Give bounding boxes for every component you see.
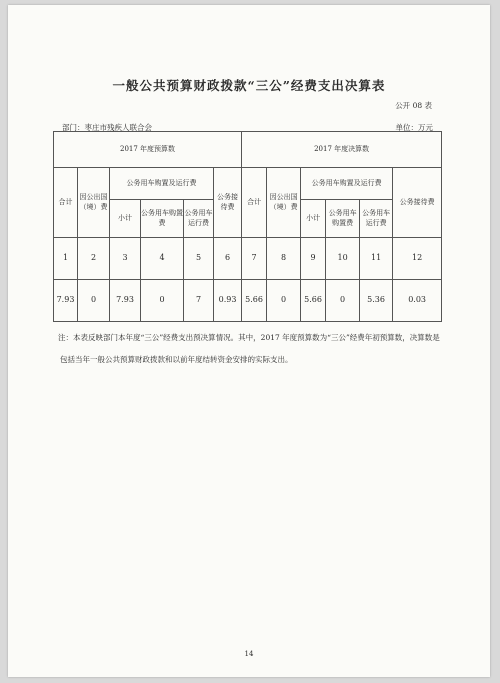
col-number: 12 bbox=[393, 238, 442, 280]
final-reception-header: 公务接待费 bbox=[393, 168, 442, 238]
col-number: 9 bbox=[301, 238, 326, 280]
value-cell: 7.93 bbox=[54, 280, 78, 322]
budget-header: 2017 年度预算数 bbox=[54, 132, 242, 168]
table-note: 注：本表反映部门本年度“三公”经费支出预决算情况。其中，2017 年度预算数为“三公”经费年初预算数，决算数是包括当年一般公共预算财政拨款和以前年度结转资金安排的实际支出。 bbox=[58, 333, 440, 364]
value-cell: 0.93 bbox=[214, 280, 242, 322]
value-cell: 5.66 bbox=[301, 280, 326, 322]
col-number: 2 bbox=[78, 238, 110, 280]
final-vehicle-group-header: 公务用车购置及运行费 bbox=[301, 168, 393, 200]
col-number: 8 bbox=[267, 238, 301, 280]
value-cell: 7.93 bbox=[110, 280, 141, 322]
budget-abroad-header: 因公出国（境）费 bbox=[78, 168, 110, 238]
budget-total-header: 合计 bbox=[54, 168, 78, 238]
value-cell: 0 bbox=[141, 280, 184, 322]
final-total-header: 合计 bbox=[242, 168, 267, 238]
final-subtotal-header: 小计 bbox=[301, 200, 326, 238]
form-code: 公开 08 表 bbox=[395, 101, 432, 110]
unit-label: 单位：万元 bbox=[395, 123, 433, 132]
budget-reception-header: 公务接待费 bbox=[214, 168, 242, 238]
final-header: 2017 年度决算数 bbox=[242, 132, 442, 168]
budget-vehicle-operation-header: 公务用车运行费 bbox=[184, 200, 214, 238]
budget-vehicle-group-header: 公务用车购置及运行费 bbox=[110, 168, 214, 200]
col-number: 1 bbox=[54, 238, 78, 280]
value-cell: 0 bbox=[326, 280, 360, 322]
col-number: 4 bbox=[141, 238, 184, 280]
final-abroad-header: 因公出国（境）费 bbox=[267, 168, 301, 238]
col-number: 5 bbox=[184, 238, 214, 280]
col-number: 7 bbox=[242, 238, 267, 280]
col-number: 6 bbox=[214, 238, 242, 280]
value-cell: 0 bbox=[267, 280, 301, 322]
document-page bbox=[8, 5, 490, 677]
value-cell: 5.66 bbox=[242, 280, 267, 322]
value-cell: 0.03 bbox=[393, 280, 442, 322]
page-number: 14 bbox=[244, 650, 254, 658]
value-cell: 7 bbox=[184, 280, 214, 322]
three-public-expense-table bbox=[53, 131, 442, 322]
department-label: 部门：枣庄市残疾人联合会 bbox=[62, 123, 152, 132]
value-cell: 5.36 bbox=[360, 280, 393, 322]
final-vehicle-purchase-header: 公务用车购置费 bbox=[326, 200, 360, 238]
col-number: 11 bbox=[360, 238, 393, 280]
column-number-row bbox=[54, 238, 442, 280]
value-cell: 0 bbox=[78, 280, 110, 322]
col-number: 3 bbox=[110, 238, 141, 280]
col-number: 10 bbox=[326, 238, 360, 280]
page-title: 一般公共预算财政拨款“三公”经费支出决算表 bbox=[112, 78, 386, 93]
value-row bbox=[54, 280, 442, 322]
final-vehicle-operation-header: 公务用车运行费 bbox=[360, 200, 393, 238]
budget-subtotal-header: 小计 bbox=[110, 200, 141, 238]
budget-vehicle-purchase-header: 公务用车购置费 bbox=[141, 200, 184, 238]
